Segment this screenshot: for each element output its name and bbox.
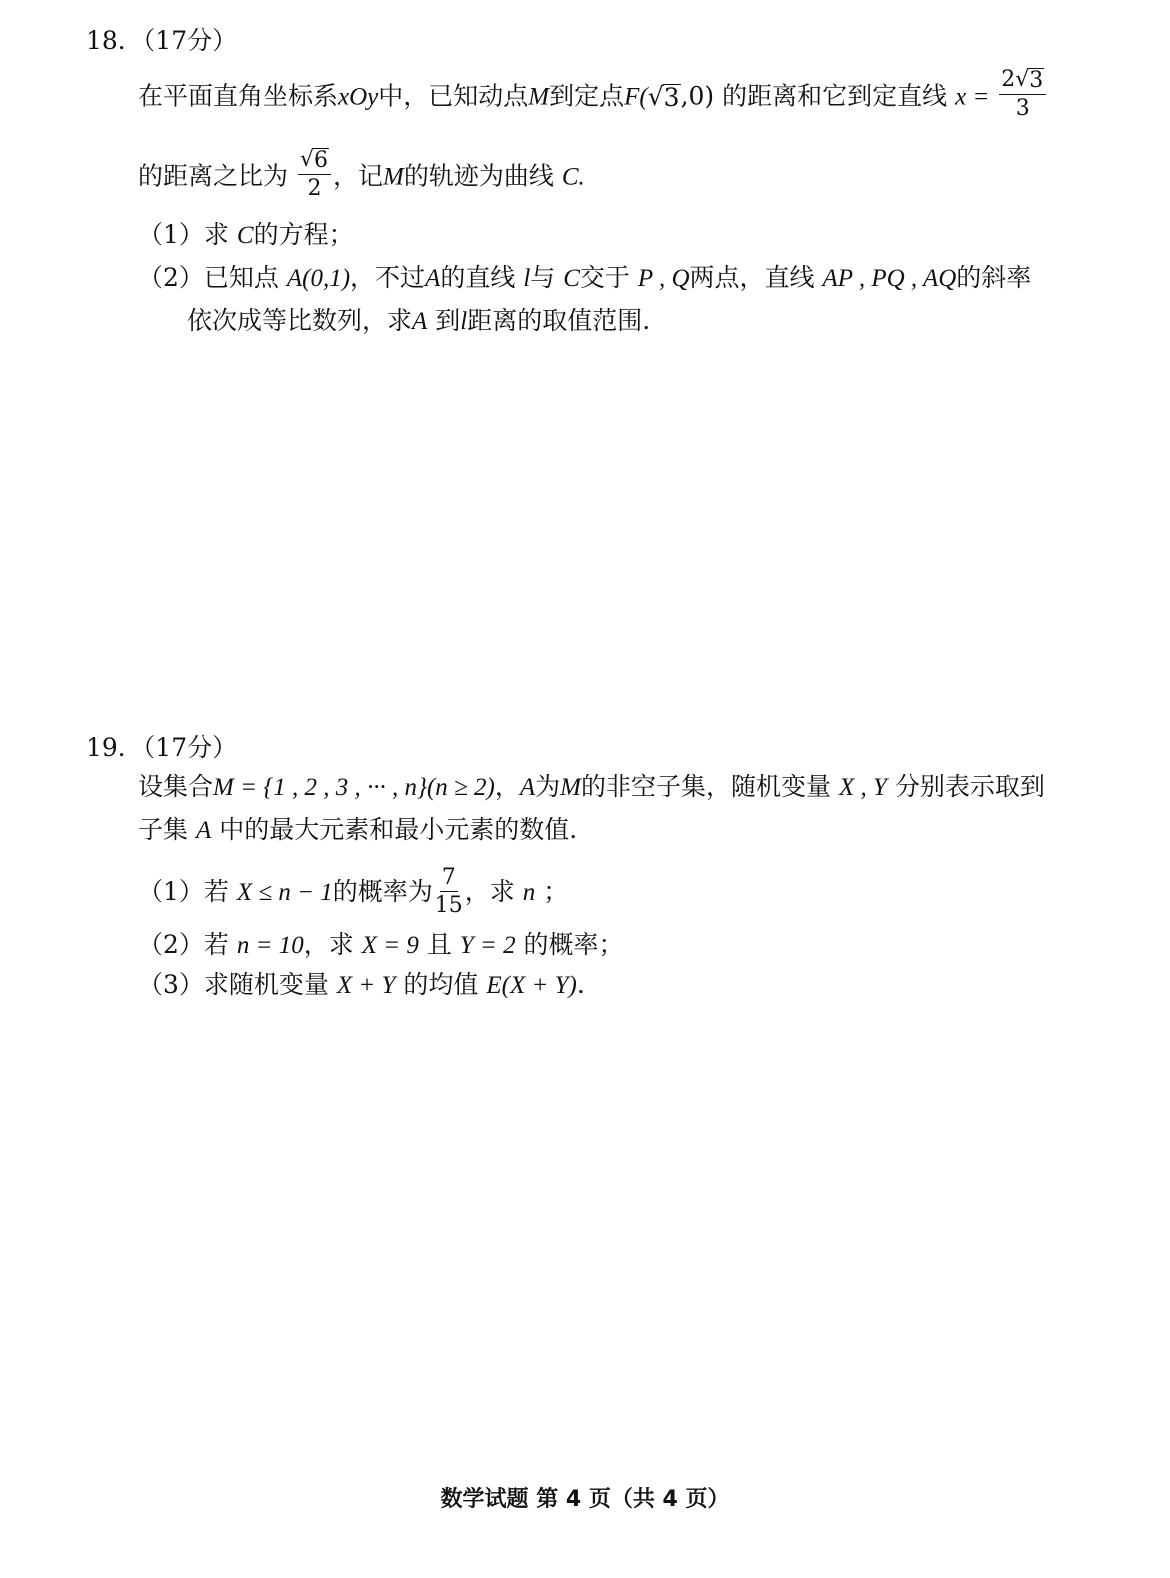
q18-stem-line2: 的距离之比为 √ 6 2 ，记M的轨迹为曲线 C.	[138, 147, 585, 202]
q19-stem-line1: 设集合M = {1 , 2 , 3 , ··· , n}(n ≥ 2)，A为M的非空子集，随机变量 X , Y 分别表示取到	[138, 772, 1045, 801]
q19-part1: （1）若 X ≤ n − 1的概率为 $\frac{7}{15}$ ，求 n ；	[138, 865, 569, 919]
q18-part1: （1）求 C的方程；	[138, 220, 354, 249]
q18-part2: （2）已知点 A(0,1)，不过A的直线 l与 C交于 P , Q两点，直线 AP , PQ , AQ的斜率	[138, 263, 1032, 292]
page-footer: 数学试题 第 4 页（共 4 页）	[440, 1487, 730, 1512]
q19-stem-line2: 子集 A 中的最大元素和最小元素的数值.	[138, 815, 578, 844]
probability-fraction: $\frac{7}{15}$	[434, 865, 463, 919]
sqrt-expression: √ 3	[647, 81, 680, 112]
q18-stem-line1: 在平面直角坐标系xOy中，已知动点M到定点F( √ 3 ,0) 的距离和它到定直线 x = 2 √ 3 3	[138, 72, 1048, 124]
q19-header: 19．（17分）	[86, 733, 238, 762]
q18-part2-continued: 依次成等比数列，求A 到l距离的取值范围.	[187, 306, 651, 335]
ratio-fraction: √ 6 2	[298, 148, 331, 200]
line-fraction: 2 √ 3 3	[999, 68, 1046, 120]
q19-part2: （2）若 n = 10，求 X = 9 且 Y = 2 的概率；	[138, 930, 624, 959]
q18-header: 18．（17分）	[86, 26, 238, 55]
q19-part3: （3）求随机变量 X + Y 的均值 E(X + Y).	[138, 970, 585, 999]
